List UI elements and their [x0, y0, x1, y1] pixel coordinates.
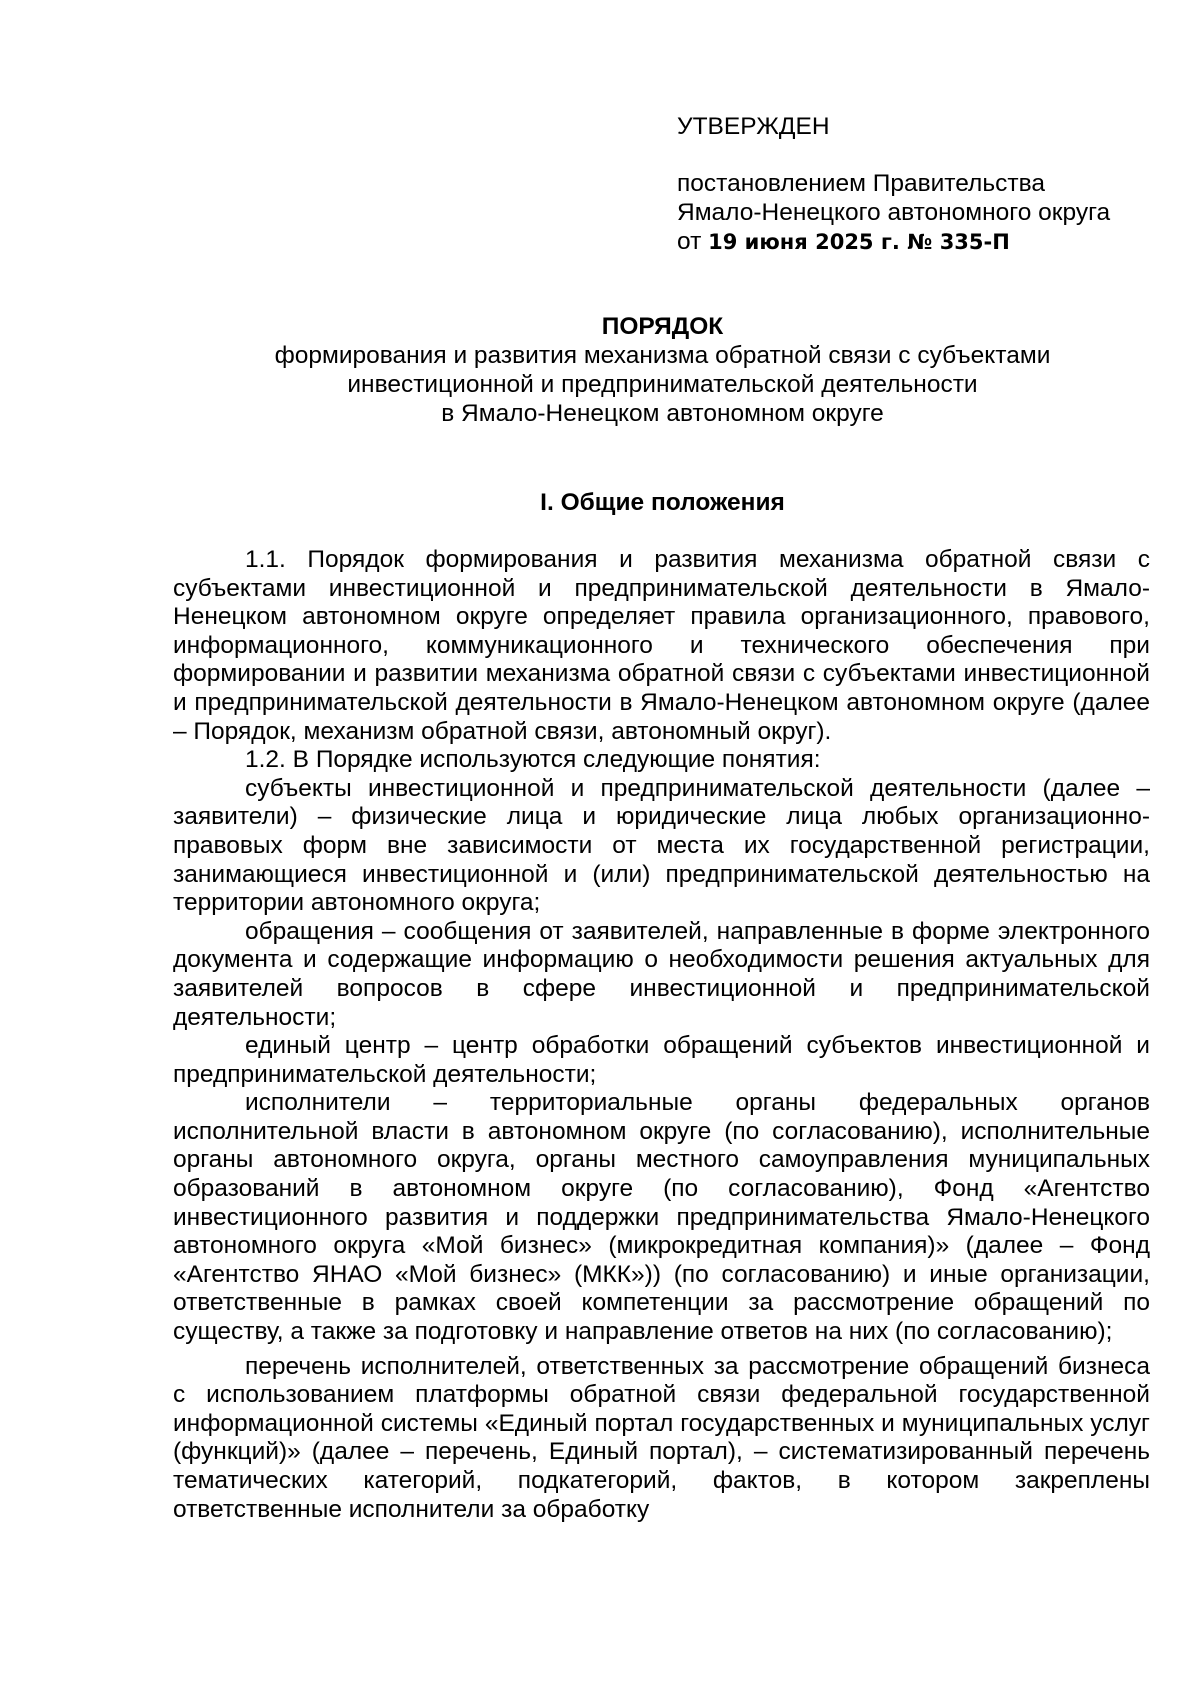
- paragraph: субъекты инвестиционной и предпринимательской деятельности (далее – заявители) – физические лица и юридические лица любых организационно-правовых форм вне зависимости от места их государственной регистрации, занимающиеся инвестиционной и (или) предпринимательской деятельностью на территории автономного округа;: [173, 774, 1150, 917]
- approval-stamp: [677, 112, 1177, 257]
- paragraph: перечень исполнителей, ответственных за рассмотрение обращений бизнеса с использованием платформы обратной связи федеральной государственной информационной системы «Единый портал государственных и муниципальных услуг (функций)» (далее – перечень, Единый портал), – систематизированный перечень тематических категорий, подкатегорий, фактов, в котором закреплены ответственные исполнители за обработку: [173, 1352, 1150, 1523]
- document-title-block: [0, 312, 1200, 428]
- approval-date-line: [677, 227, 1177, 257]
- approval-line-1: постановлением Правительства: [677, 170, 1045, 197]
- document-subtitle-line-1: формирования и развития механизма обратной связи с субъектами: [274, 342, 1051, 369]
- paragraph: 1.2. В Порядке используются следующие понятия:: [245, 746, 821, 774]
- approval-date-prefix: от: [677, 228, 702, 255]
- approval-line-2: Ямало-Ненецкого автономного округа: [677, 199, 1111, 226]
- approval-status: УТВЕРЖДЕН: [677, 113, 830, 140]
- document-body: [173, 546, 1150, 1524]
- paragraph: обращения – сообщения от заявителей, направленные в форме электронного документа и содержащие информацию о необходимости решения актуальных для заявителей вопросов в сфере инвестиционной и предпринимательской деятельности;: [173, 917, 1150, 1031]
- paragraph: единый центр – центр обработки обращений субъектов инвестиционной и предпринимательской деятельности;: [173, 1032, 1150, 1088]
- document-subtitle-line-3: в Ямало-Ненецком автономном округе: [441, 400, 884, 427]
- document-subtitle-line-2: инвестиционной и предпринимательской деятельности: [347, 371, 978, 398]
- document-title: ПОРЯДОК: [601, 313, 724, 340]
- paragraph: исполнители – территориальные органы федеральных органов исполнительной власти в автономном округе (по согласованию), исполнительные органы автономного округа, органы местного самоуправления муниципальных образований в автономном округе (по согласованию), Фонд «Агентство инвестиционного развития и поддержки предпринимательства Ямало-Ненецкого автономного округа «Мой бизнес» (микрокредитная компания)» (далее – Фонд «Агентство ЯНАО «Мой бизнес» (МКК»)) (по согласованию) и иные организации, ответственные в рамках своей компетенции за рассмотрение обращений по существу, а также за подготовку и направление ответов на них (по согласованию);: [173, 1089, 1150, 1346]
- section-heading: I. Общие положения: [540, 489, 785, 516]
- paragraph: 1.1. Порядок формирования и развития механизма обратной связи с субъектами инвестиционной и предпринимательской деятельности в Ямало-Ненецком автономном округе определяет правила организационного, правового, информационного, коммуникационного и технического обеспечения при формировании и развитии механизма обратной связи с субъектами инвестиционной и предпринимательской деятельности в Ямало-Ненецком автономном округе (далее – Порядок, механизм обратной связи, автономный округ).: [173, 546, 1150, 745]
- approval-date-value: 19 июня 2025 г. № 335-П: [708, 230, 1010, 254]
